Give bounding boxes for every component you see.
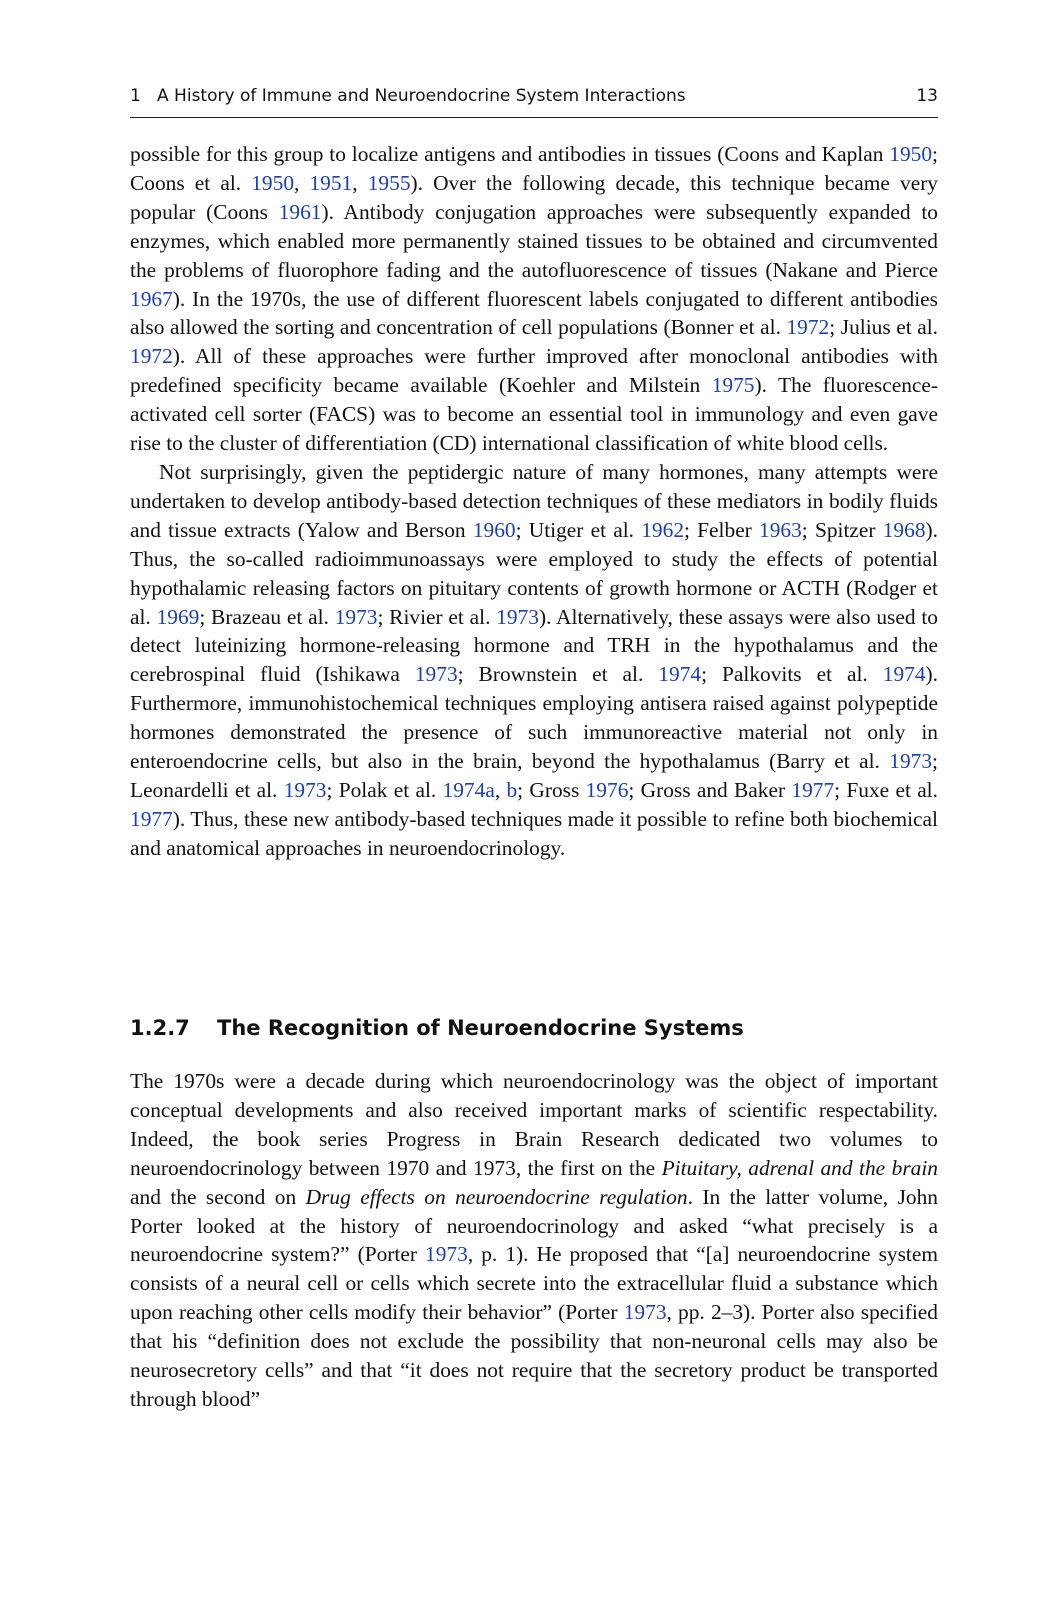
citation-link[interactable]: 1977	[130, 806, 173, 831]
citation-link[interactable]: 1950	[889, 142, 933, 166]
citation-link[interactable]: 1973	[623, 1300, 667, 1325]
citation-link[interactable]: 1974	[882, 662, 926, 687]
body-block-top	[130, 140, 938, 863]
section-number: 1.2.7	[130, 1016, 190, 1040]
text-run: ; Felber	[684, 517, 760, 542]
paragraph	[130, 1067, 938, 1414]
text-run: , p. 1). He proposed that “[a] neuroendocrine system consists of a neural cell or cells which secrete into the extracellular fluid a substance which upon reaching other cells modify their behavior” (Porter	[130, 1242, 938, 1325]
text-run: ). In the 1970s, the use of different fluorescent labels conjugated to different antibodies also allowed the sorting and concentration of cell populations (Bonner et al.	[130, 286, 938, 340]
text-run: ). All of these approaches were further improved after monoclonal antibodies with predefined specificity became available (Koehler and Milstein	[130, 344, 938, 398]
running-header	[130, 82, 938, 112]
text-run: ; Rivier et al.	[377, 604, 497, 629]
text-run: possible for this group to localize antigens and antibodies in tissues (Coons and Kaplan	[130, 142, 890, 166]
citation-link[interactable]: 1962	[641, 517, 685, 542]
text-run: ,	[352, 170, 368, 195]
italic-title: Drug effects on neuroendocrine regulation	[305, 1184, 688, 1209]
text-run: and the second on	[130, 1184, 306, 1209]
text-run: . In the latter volume, John Porter looked at the history of neuroendocrinology and asked “what precisely is a neuroendocrine system?” (Porter	[130, 1184, 938, 1267]
text-run: , pp. 2–3). Porter also specified that his “definition does not exclude the possibility that non-neuronal cells may also be neurosecretory cells” and that “it does not require that the secretory product be transported through blood”	[130, 1300, 938, 1411]
text-run: ,	[494, 777, 507, 802]
text-run: ). Over the following decade, this technique became very popular (Coons	[130, 170, 939, 224]
text-run: ). Alternatively, these assays were also used to detect luteinizing hormone-releasing hormone and TRH in the hypothalamus and the cerebrospinal fluid (Ishikawa	[130, 604, 938, 687]
citation-link[interactable]: 1976	[585, 777, 629, 802]
body-block-bottom	[130, 1067, 938, 1414]
citation-link[interactable]: 1977	[791, 777, 835, 802]
citation-link[interactable]: 1973	[414, 662, 458, 687]
citation-link[interactable]: 1961	[278, 199, 322, 224]
citation-link[interactable]: 1973	[496, 604, 539, 629]
text-run: ). Antibody conjugation approaches were subsequently expanded to enzymes, which enabled more permanently stained tissues to be obtained and circumvented the problems of fluorophore fading and the autofluorescence of tissues (Nakane and Pierce	[130, 199, 938, 282]
text-run: ; Leonardelli et al.	[130, 749, 938, 802]
citation-link[interactable]: 1973	[283, 777, 327, 802]
text-run: ). Thus, the so-called radioimmunoassays were employed to study the effects of potential hypothalamic releasing factors on pituitary contents of growth hormone or ACTH (Rodger et al.	[130, 517, 938, 629]
citation-link[interactable]: 1975	[711, 373, 755, 398]
paragraph	[130, 458, 938, 863]
text-run: Not surprisingly, given the peptidergic nature of many hormones, many attempts were undertaken to develop antibody-based detection techniques of these mediators in bodily fluids and tissue extracts (Yalow and Berson	[130, 459, 938, 542]
text-run: ; Palkovits et al.	[701, 662, 883, 687]
citation-link[interactable]: 1973	[334, 604, 378, 629]
page-number: 13	[916, 86, 938, 106]
text-run: ). Thus, these new antibody-based techniques made it possible to refine both biochemical and anatomical approaches in neuroendocrinology.	[130, 806, 938, 860]
paragraph	[130, 140, 938, 458]
text-run: The 1970s were a decade during which neuroendocrinology was the object of important conceptual developments and also received important marks of scientific respectability. Indeed, the book series Progress in Brain Research dedicated two volumes to neuroendocrinology between 1970 and 1973, the first on the	[130, 1069, 938, 1180]
text-run: ; Julius et al.	[829, 315, 938, 340]
citation-link[interactable]: 1968	[882, 517, 926, 542]
text-run: ). Furthermore, immunohistochemical techniques employing antisera raised against polypeptide hormones demonstrated the presence of such immunoreactive material not only in enteroendocrine cells, but also in the brain, beyond the hypothalamus (Barry et al.	[130, 662, 939, 774]
header-rule	[130, 117, 938, 118]
text-run: ; Spitzer	[801, 517, 883, 542]
text-run: ; Utiger et al.	[515, 517, 642, 542]
citation-link[interactable]: 1974	[658, 662, 702, 687]
citation-link[interactable]: 1955	[367, 170, 411, 195]
citation-link[interactable]: 1972	[130, 344, 173, 369]
text-run: ; Gross	[517, 777, 586, 802]
citation-link[interactable]: 1960	[472, 517, 516, 542]
citation-link[interactable]: 1950	[251, 170, 295, 195]
citation-link[interactable]: 1973	[889, 749, 933, 774]
text-run: ). The fluorescence-activated cell sorter (FACS) was to become an essential tool in immunology and even gave rise to the cluster of differentiation (CD) international classification of white blood cells.	[130, 373, 938, 456]
chapter-title: 1 A History of Immune and Neuroendocrine System Interactions	[130, 86, 686, 106]
citation-link[interactable]: 1969	[156, 604, 200, 629]
text-run: ; Brazeau et al.	[199, 604, 335, 629]
text-run: ; Gross and Baker	[628, 777, 792, 802]
text-run: ; Polak et al.	[326, 777, 443, 802]
citation-link[interactable]: 1972	[786, 315, 830, 340]
section-title: The Recognition of Neuroendocrine Systems	[217, 1016, 744, 1040]
text-run: ,	[294, 170, 310, 195]
text-run: ; Brownstein et al.	[457, 662, 659, 687]
citation-link[interactable]: 1963	[759, 517, 802, 542]
citation-link[interactable]: 1951	[309, 170, 353, 195]
citation-link[interactable]: 1967	[130, 286, 173, 311]
section-heading	[130, 1016, 938, 1040]
citation-link[interactable]: 1974a	[442, 777, 495, 802]
text-run: ; Fuxe et al.	[834, 777, 938, 802]
text-run: ; Coons et al.	[130, 142, 938, 195]
citation-link[interactable]: 1973	[425, 1242, 468, 1267]
italic-title: Pituitary, adrenal and the brain	[661, 1155, 938, 1180]
citation-link[interactable]: b	[506, 777, 518, 802]
